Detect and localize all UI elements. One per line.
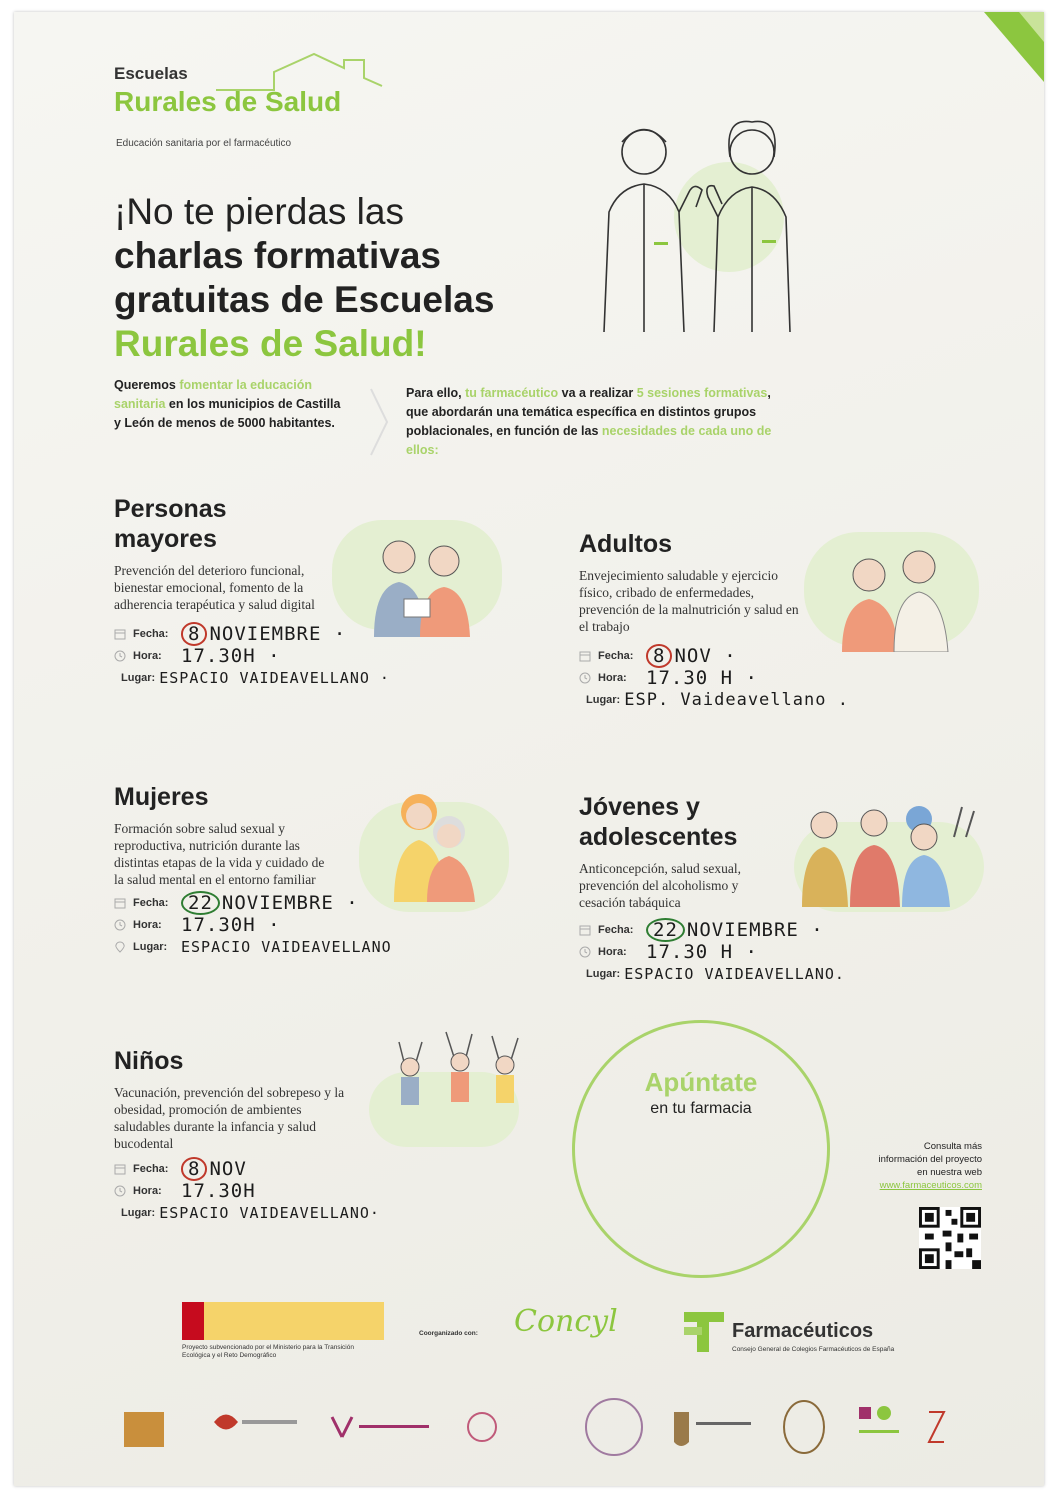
- clock-icon: [114, 650, 126, 662]
- signup-title: Apúntate: [644, 1067, 758, 1097]
- more-info-line2: información del proyecto: [878, 1154, 982, 1165]
- circled-day: 8: [646, 644, 672, 668]
- handwritten-date: [181, 891, 359, 915]
- time-row: [114, 1180, 374, 1202]
- intro-left-highlight: fomentar la educación sanitaria: [114, 378, 312, 411]
- brand-tagline: Educación sanitaria por el farmacéutico: [116, 138, 292, 149]
- date-label: Fecha:: [598, 924, 634, 936]
- handwritten-date: [646, 918, 824, 942]
- date-row: [579, 919, 839, 941]
- organized-label: Coorganizado con:: [419, 1330, 478, 1337]
- section-title: [114, 494, 374, 554]
- handwritten-date: [181, 622, 346, 646]
- headline-line1: ¡No te pierdas las: [114, 191, 404, 232]
- section-title: Mujeres: [114, 783, 209, 811]
- section-youth: [579, 792, 845, 985]
- section-title-line2: adolescentes: [579, 823, 738, 851]
- date-row: [114, 1158, 374, 1180]
- intro-right-highlight3: necesidades de cada uno de ellos:: [406, 424, 772, 457]
- calendar-icon: [579, 650, 591, 662]
- website-link[interactable]: www.farmaceuticos.com: [879, 1180, 982, 1191]
- handwritten-place: ESPACIO VAIDEAVELLANO·: [159, 1204, 380, 1222]
- date-text: NOV: [209, 1158, 247, 1180]
- handwritten-place: ESPACIO VAIDEAVELLANO: [181, 938, 392, 956]
- time-label: Hora:: [133, 1185, 162, 1197]
- qr-code-icon[interactable]: [919, 1207, 981, 1269]
- handwritten-time: 17.30H: [181, 1180, 256, 1202]
- date-label: Fecha:: [133, 1163, 169, 1175]
- handwritten-time: 17.30H ·: [181, 645, 281, 667]
- calendar-icon: [579, 924, 591, 936]
- section-title-line1: Jóvenes y: [579, 793, 700, 821]
- adult-couple-illustration: [824, 537, 964, 652]
- handwritten-time: 17.30H ·: [181, 914, 281, 936]
- handwritten-place: ESPACIO VAIDEAVELLANO ·: [159, 669, 390, 687]
- time-row: [114, 914, 394, 936]
- clock-icon: [579, 672, 591, 684]
- corner-stripe-decoration: [924, 12, 1044, 102]
- time-label: Hora:: [598, 672, 627, 684]
- section-kids: [114, 1046, 380, 1224]
- calendar-icon: [114, 628, 126, 640]
- clock-icon: [114, 1185, 126, 1197]
- brand-line1: Escuelas: [114, 64, 188, 83]
- time-label: Hora:: [598, 946, 627, 958]
- date-label: Fecha:: [133, 628, 169, 640]
- calendar-icon: [114, 1163, 126, 1175]
- place-row: [114, 1202, 380, 1224]
- place-label: Lugar:: [121, 672, 156, 684]
- more-info-line1: Consulta más: [923, 1141, 982, 1152]
- section-adults: [579, 529, 849, 711]
- farmaceuticos-subtitle: Consejo General de Colegios Farmacéuticos de España: [732, 1346, 895, 1353]
- more-info-line3: en nuestra web: [917, 1167, 982, 1178]
- section-title-line1: Personas: [114, 495, 227, 523]
- section-title: [579, 792, 839, 852]
- intro-left-text2: en los municipios de Castilla y León de menos de 5000 habitantes.: [114, 397, 341, 430]
- date-row: [579, 645, 839, 667]
- date-text: NOVIEMBRE ·: [221, 892, 359, 914]
- date-label: Fecha:: [598, 650, 634, 662]
- section-description: Vacunación, prevención del sobrepeso y la obesidad, promoción de ambientes saludables durante la infancia y salud bucodental: [114, 1085, 345, 1151]
- clock-icon: [114, 919, 126, 931]
- date-row: [114, 623, 374, 645]
- headline-line4: Rurales de Salud!: [114, 323, 427, 364]
- date-text: NOVIEMBRE ·: [686, 919, 824, 941]
- date-text: NOV ·: [674, 645, 737, 667]
- date-text: NOVIEMBRE ·: [209, 623, 347, 645]
- section-description: Formación sobre salud sexual y reproductiva, nutrición durante las distintas etapas de la vida y cuidado de la salud mental en el entorno familiar: [114, 821, 325, 887]
- time-row: [579, 941, 839, 963]
- chevron-right-icon: [369, 387, 389, 457]
- intro-left: [114, 376, 344, 433]
- date-row: [114, 892, 394, 914]
- handwritten-date: [181, 1157, 247, 1181]
- date-label: Fecha:: [133, 897, 169, 909]
- intro-right-text1: Para ello,: [406, 386, 466, 400]
- section-description: Anticoncepción, salud sexual, prevención del alcoholismo y cesación tabáquica: [579, 861, 741, 910]
- location-pin-icon: [114, 941, 126, 953]
- pharmacists-illustration: [584, 112, 814, 332]
- place-label: Lugar:: [586, 968, 621, 980]
- circled-day: 22: [646, 918, 685, 942]
- place-label: Lugar:: [121, 1207, 156, 1219]
- circled-day: 22: [181, 891, 220, 915]
- place-row: [579, 689, 849, 711]
- intro-right-highlight1: tu farmacéutico: [465, 386, 559, 400]
- place-label: Lugar:: [133, 941, 168, 953]
- place-row: [114, 667, 390, 689]
- section-description: Prevención del deterioro funcional, bienestar emocional, fomento de la adherencia terapéutica y salud digital: [114, 563, 315, 612]
- section-title: Niños: [114, 1047, 184, 1075]
- college-logos-row: [114, 1392, 994, 1462]
- signup-circle: [572, 1020, 830, 1278]
- time-row: [114, 645, 374, 667]
- section-title: Adultos: [579, 530, 673, 558]
- place-row: [114, 936, 394, 958]
- section-title-line2: mayores: [114, 525, 217, 553]
- handwritten-place: ESPACIO VAIDEAVELLANO.: [624, 965, 845, 983]
- intro-right-text3: , que abordarán una temática específica en distintos grupos poblacionales, en función de las: [406, 386, 771, 438]
- intro-right: [406, 384, 796, 460]
- brand-line2: Rurales de Salud: [114, 86, 342, 117]
- women-illustration: [379, 782, 489, 902]
- handwritten-time: 17.30 H ·: [646, 667, 758, 689]
- ministry-logo: [182, 1302, 384, 1340]
- poster: [14, 12, 1044, 1486]
- circled-day: 8: [181, 622, 207, 646]
- time-row: [579, 667, 839, 689]
- more-info: [834, 1140, 982, 1192]
- intro-right-highlight2: 5 sesiones formativas: [636, 386, 768, 400]
- time-label: Hora:: [133, 919, 162, 931]
- section-description: Envejecimiento saludable y ejercicio físico, cribado de enfermedades, prevención de la malnutrición y salud en el trabajo: [579, 568, 799, 634]
- circled-day: 8: [181, 1157, 207, 1181]
- jumping-kids-illustration: [374, 1022, 534, 1132]
- calendar-icon: [114, 897, 126, 909]
- headline-line3: gratuitas de Escuelas: [114, 279, 495, 320]
- handwritten-place: ESP. Vaideavellano .: [624, 690, 849, 710]
- section-women: [114, 782, 394, 958]
- ministry-caption: Proyecto subvencionado por el Ministerio para la Transición Ecológica y el Reto Demográfico: [182, 1344, 354, 1359]
- time-label: Hora:: [133, 650, 162, 662]
- section-elderly: [114, 494, 390, 689]
- place-row: [579, 963, 845, 985]
- handwritten-time: 17.30 H ·: [646, 941, 758, 963]
- signup-subtitle: en tu farmacia: [650, 1100, 752, 1117]
- headline: [114, 190, 594, 366]
- place-label: Lugar:: [586, 694, 621, 706]
- farmaceuticos-logo-icon: [679, 1307, 729, 1357]
- concyl-logo: Concyl: [514, 1304, 618, 1339]
- handwritten-date: [646, 644, 737, 668]
- intro-left-text1: Queremos: [114, 378, 180, 392]
- headline-line2: charlas formativas: [114, 235, 442, 276]
- farmaceuticos-name: Farmacéuticos: [732, 1320, 874, 1342]
- intro-right-text2: va a realizar: [558, 386, 637, 400]
- clock-icon: [579, 946, 591, 958]
